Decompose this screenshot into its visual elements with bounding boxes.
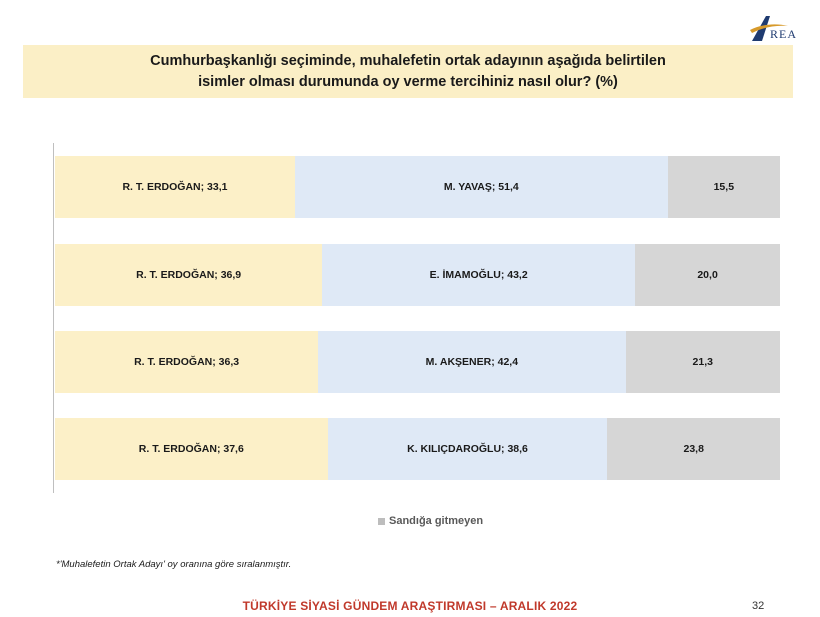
bar-row [55, 331, 780, 393]
legend-label: Sandığa gitmeyen [389, 515, 484, 527]
title-banner [23, 45, 793, 98]
data-label: 20,0 [697, 269, 718, 281]
bar-row [55, 156, 780, 218]
y-axis-line [53, 143, 54, 493]
data-label: M. AKŞENER; 42,4 [425, 356, 519, 368]
bar-segment-abstain [668, 156, 780, 218]
bar-segment-erdogan [55, 156, 295, 218]
bar-segment-erdogan [55, 331, 318, 393]
bar-segment-erdogan [55, 418, 328, 480]
data-label: 23,8 [683, 443, 704, 455]
data-label: 21,3 [692, 356, 713, 368]
bar-segment-erdogan [55, 244, 322, 306]
bar-segment-opposition [295, 156, 668, 218]
legend-swatch-abstain [378, 518, 385, 525]
bar-segment-opposition [322, 244, 635, 306]
page-number: 32 [752, 600, 765, 612]
data-label: R. T. ERDOĞAN; 36,3 [134, 356, 240, 368]
stacked-bar-chart [55, 143, 780, 493]
footer-title: TÜRKİYE SİYASİ GÜNDEM ARAŞTIRMASI – ARALIK 2022 [242, 599, 578, 613]
footnote: *'Muhalefetin Ortak Adayı' oy oranına göre sıralanmıştır. [56, 559, 292, 570]
bar-segment-abstain [607, 418, 780, 480]
bar-segment-opposition [318, 331, 625, 393]
data-label: 15,5 [713, 181, 735, 193]
data-label: K. KILIÇDAROĞLU; 38,6 [407, 443, 528, 455]
data-label: M. YAVAŞ; 51,4 [443, 181, 519, 193]
logo-text: REA [770, 27, 797, 41]
data-label: R. T. ERDOĞAN; 33,1 [122, 181, 228, 193]
data-label: E. İMAMOĞLU; 43,2 [429, 269, 528, 281]
bar-row [55, 418, 780, 480]
bar-segment-opposition [328, 418, 608, 480]
bar-segment-abstain [626, 331, 780, 393]
legend [378, 515, 483, 527]
data-label: R. T. ERDOĞAN; 36,9 [136, 269, 242, 281]
bar-row [55, 244, 780, 306]
data-label: R. T. ERDOĞAN; 37,6 [138, 443, 244, 455]
chart-title: Cumhurbaşkanlığı seçiminde, muhalefetin ortak adayının aşağıda belirtilen isimler olması durumunda oy verme tercihiniz nasıl olur? (%) [150, 52, 666, 90]
bar-segment-abstain [635, 244, 780, 306]
